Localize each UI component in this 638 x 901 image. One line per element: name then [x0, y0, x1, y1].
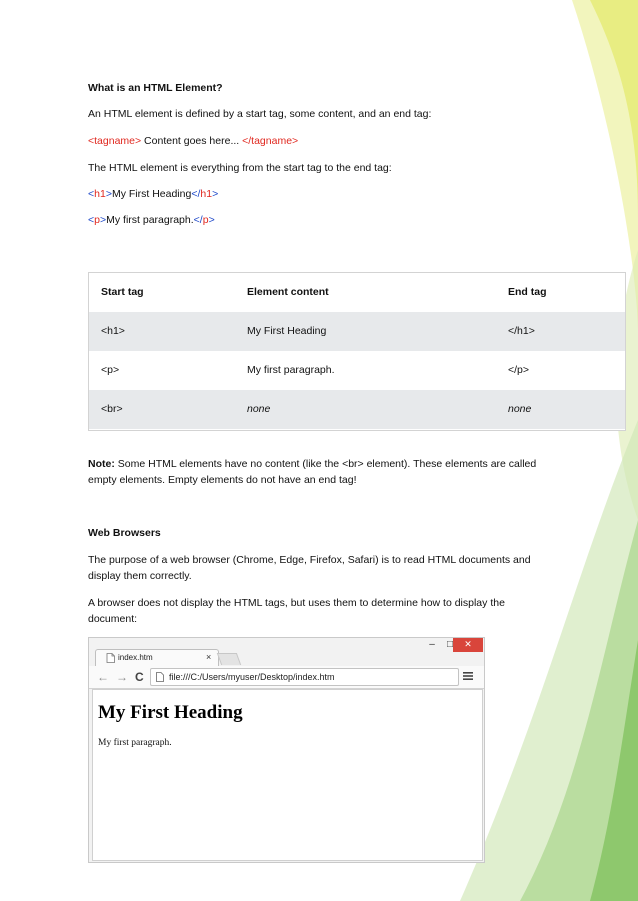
- table-cell: none: [508, 403, 532, 415]
- element-table: [88, 272, 626, 431]
- tag-name: h1: [200, 188, 213, 200]
- bracket: </: [193, 214, 203, 226]
- table-row: [89, 312, 625, 351]
- bracket: >: [99, 214, 107, 226]
- definition-text: An HTML element is defined by a start tag, some content, and an end tag:: [88, 108, 432, 120]
- rendered-paragraph: My first paragraph.: [98, 738, 172, 748]
- reload-icon[interactable]: C: [135, 670, 144, 684]
- table-row: [89, 351, 625, 390]
- example-content: My First Heading: [111, 188, 192, 200]
- table-cell: <p>: [101, 364, 120, 376]
- note-paragraph: [88, 456, 558, 488]
- address-text: file:///C:/Users/myuser/Desktop/index.htm: [169, 672, 335, 682]
- minimize-icon[interactable]: –: [429, 639, 435, 650]
- p-example: [88, 212, 215, 228]
- section-title-html-element: What is an HTML Element?: [88, 82, 223, 94]
- maximize-icon[interactable]: □: [446, 639, 454, 650]
- open-tag: <tagname>: [88, 135, 142, 147]
- note-label: Note:: [88, 458, 115, 470]
- address-bar[interactable]: [150, 668, 459, 686]
- back-arrow-icon[interactable]: ←: [97, 670, 109, 684]
- forward-arrow-icon[interactable]: →: [116, 670, 128, 684]
- close-icon[interactable]: ×: [206, 652, 212, 662]
- h1-example: [88, 186, 218, 202]
- table-cell: My First Heading: [247, 325, 327, 337]
- browser-toolbar: [89, 666, 484, 689]
- bracket: >: [105, 188, 112, 200]
- tag-name: p: [94, 214, 100, 226]
- bracket: >: [208, 214, 215, 226]
- table-cell: <br>: [101, 403, 123, 415]
- page-icon: [156, 672, 164, 682]
- syntax-example: [88, 133, 298, 149]
- header-end-tag: End tag: [508, 286, 547, 298]
- browser-purpose-text: The purpose of a web browser (Chrome, Edge, Firefox, Safari) is to read HTML documents and display them correctly.: [88, 554, 531, 582]
- everything-text: The HTML element is everything from the start tag to the end tag:: [88, 162, 392, 174]
- new-tab-button[interactable]: [217, 653, 241, 665]
- bracket: >: [212, 188, 219, 200]
- menu-icon[interactable]: [463, 670, 473, 682]
- browser-tab[interactable]: [95, 649, 219, 667]
- tag-name: p: [202, 214, 209, 226]
- header-start-tag: Start tag: [101, 286, 144, 298]
- bracket: <: [88, 214, 95, 226]
- tag-name: h1: [94, 188, 106, 200]
- rendered-heading: My First Heading: [98, 702, 243, 723]
- bracket: <: [88, 188, 95, 200]
- table-header-row: [89, 273, 625, 312]
- close-tag: </tagname>: [242, 135, 299, 147]
- example-content: My first paragraph.: [106, 214, 194, 226]
- bracket: </: [191, 188, 201, 200]
- browser-viewport: [92, 689, 483, 861]
- table-cell: <h1>: [101, 325, 125, 337]
- browser-titlebar: [89, 638, 484, 666]
- header-element-content: Element content: [247, 286, 329, 298]
- window-close-button[interactable]: ✕: [453, 638, 483, 652]
- page-icon: [106, 653, 115, 663]
- table-row: [89, 390, 625, 429]
- note-text: Some HTML elements have no content (like the <br> element). These elements are called empty elements. Empty elements do not have an end tag!: [88, 458, 537, 486]
- tab-title: index.htm: [118, 653, 153, 662]
- table-cell: </p>: [508, 364, 530, 376]
- syntax-content: Content goes here...: [141, 135, 243, 147]
- table-cell: none: [247, 403, 271, 415]
- table-cell: My first paragraph.: [247, 364, 335, 376]
- browser-screenshot: [88, 637, 485, 863]
- section-title-web-browsers: Web Browsers: [88, 527, 161, 539]
- browser-display-text: A browser does not display the HTML tags, but uses them to determine how to display the document:: [88, 597, 505, 625]
- table-cell: </h1>: [508, 325, 535, 337]
